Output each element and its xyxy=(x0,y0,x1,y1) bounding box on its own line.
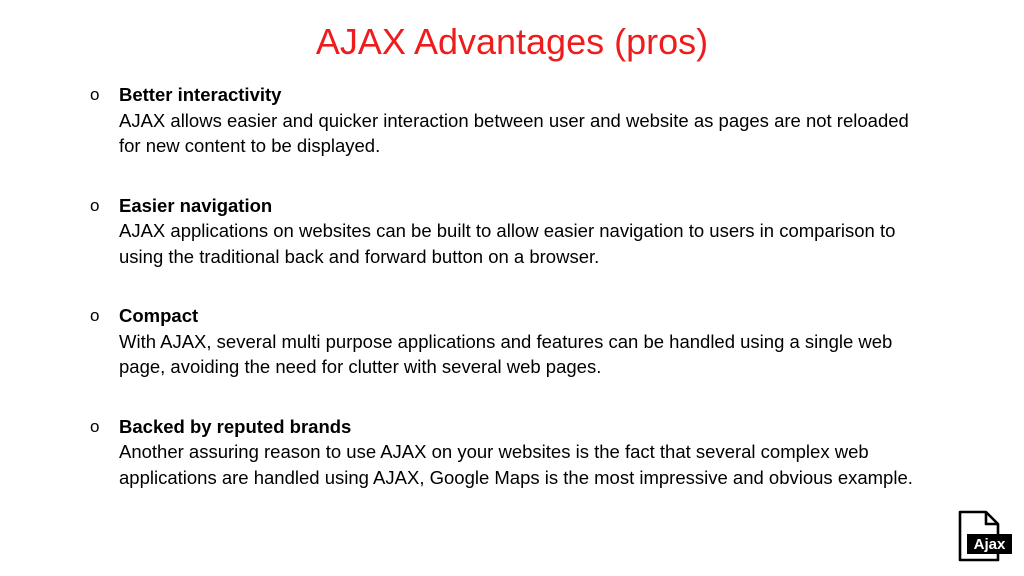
bullet-body: AJAX applications on websites can be built to allow easier navigation to users in comparison to using the traditional back and forward button on a browser. xyxy=(119,220,896,267)
bullet-marker: o xyxy=(90,195,100,215)
bullet-body: Another assuring reason to use AJAX on your websites is the fact that several complex web applications are handled using AJAX, Google Maps is the most impressive and obvious example. xyxy=(119,441,913,488)
ajax-file-icon xyxy=(958,510,1014,562)
bullet-list xyxy=(90,82,930,524)
bullet-marker: o xyxy=(90,416,100,436)
bullet-marker: o xyxy=(90,85,100,104)
bullet-item-backed-by-reputed-brands xyxy=(90,414,930,491)
bullet-heading: Backed by reputed brands xyxy=(119,415,352,437)
bullet-body: With AJAX, several multi purpose applications and features can be handled using a single web page, avoiding the need for clutter with several web pages. xyxy=(119,330,893,377)
bullet-heading: Easier navigation xyxy=(119,194,273,216)
bullet-item-compact xyxy=(90,303,930,380)
bullet-marker: o xyxy=(90,306,100,325)
bullet-item-better-interactivity xyxy=(90,82,930,159)
bullet-heading: Compact xyxy=(119,305,199,326)
bullet-item-easier-navigation xyxy=(90,193,930,270)
bullet-heading: Better interactivity xyxy=(119,84,282,105)
bullet-body: AJAX allows easier and quicker interaction between user and website as pages are not reloaded for new content to be displayed. xyxy=(119,109,909,156)
slide-title: AJAX Advantages (pros) xyxy=(315,21,709,62)
logo-text: Ajax xyxy=(973,536,1006,553)
